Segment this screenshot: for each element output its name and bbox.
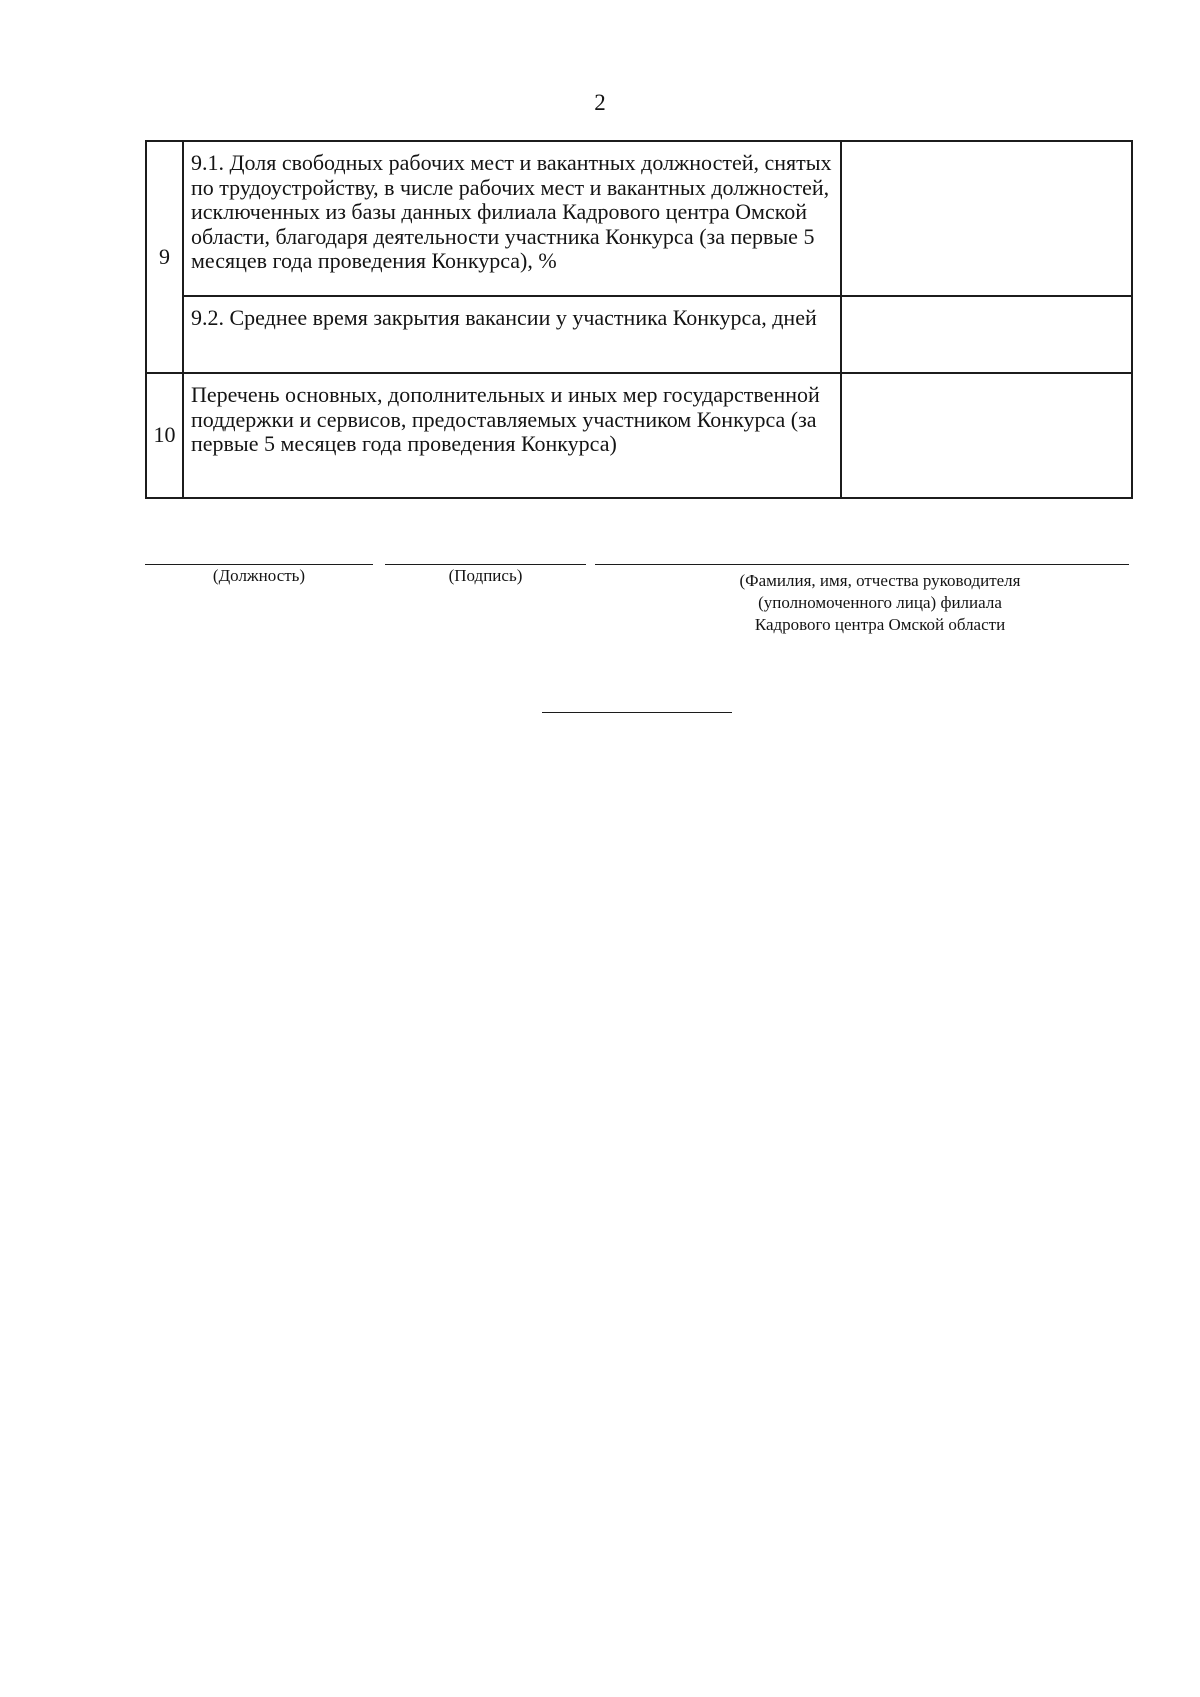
page-number: 2 <box>594 90 606 115</box>
position-signature-line <box>145 564 373 565</box>
value-cell[interactable] <box>841 296 1132 373</box>
name-label-line-3: Кадрового центра Омской области <box>754 615 1006 634</box>
row-number-cell: 10 <box>146 373 183 498</box>
signature-label: (Подпись) <box>448 566 523 585</box>
table-row <box>146 296 1132 373</box>
criterion-cell: 9.1. Доля свободных рабочих мест и вакантных должностей, снятых по трудоустройству, в числе рабочих мест и вакантных должностей, исключенных из базы данных филиала Кадрового центра Омской области, благодаря деятельности участника Конкурса (за первые 5 месяцев года проведения Конкурса), % <box>183 141 841 296</box>
signature-line <box>385 564 586 565</box>
closing-divider <box>542 712 732 713</box>
name-signature-line <box>595 564 1129 565</box>
name-label-line-1: (Фамилия, имя, отчества руководителя <box>739 571 1021 590</box>
criterion-cell: Перечень основных, дополнительных и иных мер государственной поддержки и сервисов, предоставляемых участником Конкурса (за первые 5 месяцев года проведения Конкурса) <box>183 373 841 498</box>
position-label: (Должность) <box>212 566 306 585</box>
value-cell[interactable] <box>841 373 1132 498</box>
criterion-cell: 9.2. Среднее время закрытия вакансии у участника Конкурса, дней <box>183 296 841 373</box>
criteria-table <box>145 140 1133 499</box>
name-label-line-2: (уполномоченного лица) филиала <box>758 593 1002 612</box>
row-number-cell: 9 <box>146 141 183 373</box>
value-cell[interactable] <box>841 141 1132 296</box>
table-row <box>146 141 1132 296</box>
table-row <box>146 373 1132 498</box>
